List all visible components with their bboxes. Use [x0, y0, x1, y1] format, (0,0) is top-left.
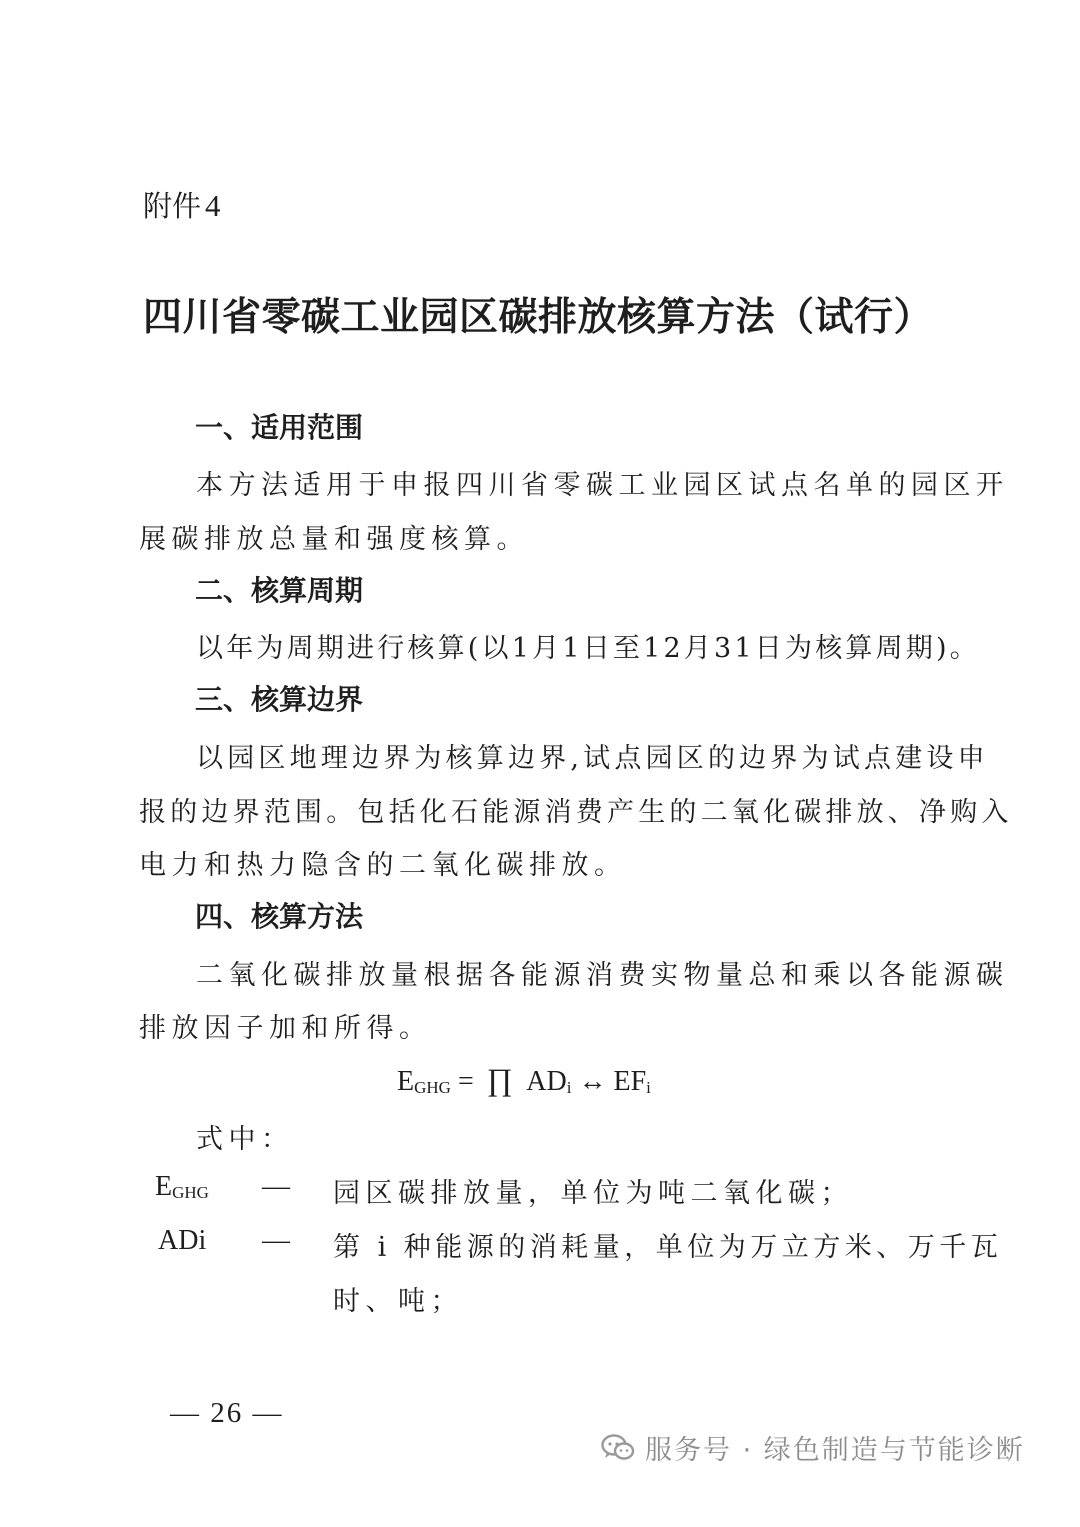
- attachment-label: [143, 184, 221, 225]
- definition-text: 时、吨；: [333, 1286, 463, 1317]
- formula-term-activity: AD: [526, 1066, 567, 1097]
- attachment-label-text: 附件: [143, 189, 202, 223]
- document-title: 四川省零碳工业园区碳排放核算方法（试行）: [143, 295, 934, 340]
- definition-symbol: ADi: [158, 1225, 207, 1256]
- watermark-text: 服务号 · 绿色制造与节能诊断: [645, 1435, 1025, 1466]
- formula-lhs-subscript: GHG: [414, 1078, 451, 1097]
- paragraph-line: 电力和热力隐含的二氧化碳排放。: [139, 850, 627, 881]
- formula-term-factor-subscript: i: [646, 1078, 651, 1097]
- definition-text: 第 i 种能源的消耗量，单位为万立方米、万千瓦: [333, 1232, 1003, 1263]
- paragraph-line: 本方法适用于申报四川省零碳工业园区试点名单的园区开: [196, 470, 1009, 501]
- section-heading-method: 四、核算方法: [195, 900, 364, 933]
- where-label: 式中：: [196, 1124, 294, 1155]
- definition-symbol-eghg: [155, 1171, 209, 1203]
- formula-term-factor: EF: [613, 1066, 647, 1097]
- section-heading-period: 二、核算周期: [195, 574, 364, 607]
- formula-arrow: ↔: [578, 1066, 607, 1097]
- attachment-number: 4: [205, 188, 221, 223]
- paragraph-line: 报的边界范围。包括化石能源消费产生的二氧化碳排放、净购入: [139, 797, 1013, 828]
- definition-symbol: E: [155, 1171, 173, 1202]
- formula-equals: =: [457, 1066, 474, 1097]
- emission-formula: [397, 1062, 651, 1098]
- definition-dash: —: [262, 1225, 290, 1256]
- watermark: [601, 1428, 1025, 1467]
- formula-lhs: E: [397, 1066, 415, 1097]
- paragraph-line: 以园区地理边界为核算边界,试点园区的边界为试点建设申: [196, 743, 989, 774]
- paragraph-line: 展碳排放总量和强度核算。: [139, 524, 529, 555]
- paragraph-line: 排放因子加和所得。: [139, 1013, 432, 1044]
- section-heading-boundary: 三、核算边界: [195, 683, 364, 716]
- definition-symbol-adi: [158, 1225, 206, 1257]
- section-heading-scope: 一、适用范围: [195, 411, 364, 444]
- paragraph-line: 二氧化碳排放量根据各能源消费实物量总和乘以各能源碳: [196, 960, 1009, 991]
- paragraph-line: 以年为周期进行核算(以1月1日至12月31日为核算周期)。: [196, 633, 980, 664]
- definition-text: 园区碳排放量，单位为吨二氧化碳；: [333, 1178, 853, 1209]
- page-number: — 26 —: [170, 1397, 284, 1429]
- definition-symbol-subscript: GHG: [172, 1183, 209, 1202]
- wechat-icon: [601, 1433, 635, 1463]
- formula-product-operator: ∏: [486, 1062, 513, 1097]
- definition-dash: —: [262, 1171, 290, 1202]
- formula-term-activity-subscript: i: [566, 1078, 572, 1097]
